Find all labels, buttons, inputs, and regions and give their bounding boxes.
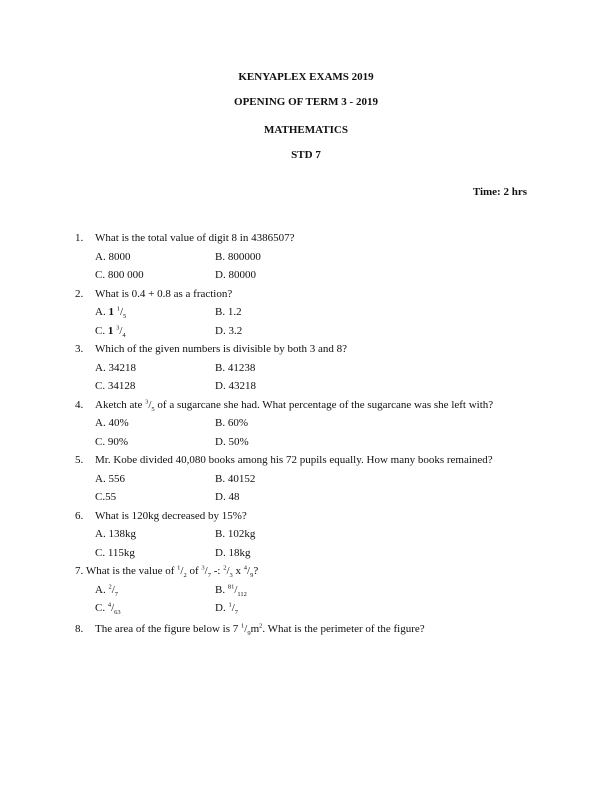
answer-option — [215, 361, 255, 375]
text-segment: B. 41238 — [215, 361, 256, 374]
answer-option — [215, 527, 255, 541]
fraction-denominator: 5 — [123, 313, 127, 321]
fraction-whole: 1 — [108, 306, 117, 318]
text-segment: A. 34218 — [95, 361, 136, 374]
question-number: 8. — [75, 622, 84, 635]
question-8 — [0, 622, 612, 636]
text-segment: C. 90% — [95, 435, 128, 448]
fraction — [108, 305, 127, 321]
answer-option — [215, 305, 242, 319]
fraction-slash: / — [234, 583, 238, 596]
fraction-slash: / — [180, 565, 184, 577]
question-1 — [0, 231, 612, 245]
text-segment: A. — [95, 306, 109, 318]
option-row — [0, 305, 612, 319]
question-number: 2. — [75, 287, 84, 300]
answer-option — [95, 435, 128, 449]
question-text — [75, 564, 258, 578]
answer-option — [95, 546, 135, 560]
question-number: 6. — [75, 509, 84, 522]
fraction-numerator: 1 — [177, 564, 181, 572]
answer-option — [215, 546, 250, 560]
text-segment: What is 0.4 + 0.8 as a fraction? — [95, 287, 233, 300]
option-row — [0, 601, 612, 615]
fraction-slash: / — [111, 583, 115, 596]
text-segment: C. 115kg — [95, 546, 135, 559]
option-row — [0, 250, 612, 264]
fraction-slash: / — [119, 324, 123, 337]
fraction — [228, 584, 247, 596]
answer-option — [215, 379, 256, 393]
answer-option — [95, 490, 116, 504]
question-3 — [0, 342, 612, 356]
text-segment: of — [186, 565, 202, 577]
fraction-slash: / — [119, 306, 124, 318]
text-segment: B. 102kg — [215, 528, 256, 540]
answer-option — [95, 472, 125, 486]
exam-grade: STD 7 — [291, 149, 321, 161]
fraction-denominator: 7 — [234, 609, 239, 617]
fraction-slash: / — [247, 565, 251, 577]
question-text — [95, 287, 232, 301]
answer-option — [215, 250, 261, 264]
question-7 — [0, 564, 612, 578]
fraction-denominator: 5 — [151, 405, 155, 413]
answer-option — [95, 583, 118, 597]
answer-option — [95, 361, 136, 375]
option-row — [0, 324, 612, 338]
text-segment: A. 138kg — [95, 528, 136, 540]
text-segment: B. 1.2 — [215, 306, 242, 318]
answer-option — [95, 379, 135, 393]
text-segment: A. 40% — [95, 417, 129, 429]
text-segment: A. 556 — [95, 472, 125, 485]
question-number: 3. — [75, 343, 84, 355]
fraction-numerator: 1 — [241, 621, 245, 629]
text-segment: Mr. Kobe divided 40,080 books among his 72 pupils equally. How many books remained? — [95, 454, 493, 466]
question-number: 7. — [75, 565, 84, 577]
fraction-numerator: 3 — [201, 564, 205, 572]
text-segment: D. 3.2 — [215, 324, 243, 337]
question-number: 1. — [75, 232, 84, 244]
fraction-denominator: 4 — [122, 331, 126, 339]
fraction — [107, 601, 121, 617]
text-segment: A. 8000 — [95, 250, 131, 263]
text-segment: ? — [253, 565, 259, 577]
fraction-denominator: 112 — [237, 590, 247, 598]
fraction-numerator: 3 — [145, 397, 149, 405]
question-text — [95, 398, 493, 412]
fraction-denominator: 7 — [114, 590, 119, 598]
fraction-slash: / — [231, 602, 235, 614]
text-segment: D. 43218 — [215, 380, 256, 392]
answer-option — [215, 324, 242, 338]
answer-option — [95, 527, 136, 541]
text-segment: . What is the perimeter of the figure? — [262, 622, 425, 635]
fraction-denominator: 3 — [229, 572, 233, 580]
text-segment: D. 18kg — [215, 546, 251, 559]
answer-option — [95, 324, 126, 338]
question-text — [95, 342, 347, 356]
answer-option — [215, 583, 247, 597]
text-segment: What is the total value of digit 8 in 4386507? — [95, 232, 295, 244]
option-row — [0, 379, 612, 393]
question-number: 4. — [75, 398, 84, 411]
text-segment: C. — [95, 324, 108, 337]
text-segment: C.55 — [95, 491, 117, 503]
question-text — [95, 622, 425, 636]
fraction — [145, 399, 155, 411]
fraction-numerator: 3 — [116, 323, 120, 331]
answer-option — [215, 472, 255, 486]
fraction — [201, 564, 211, 580]
fraction-numerator: 2 — [108, 582, 112, 590]
text-segment: B. — [215, 583, 228, 596]
fraction-numerator: 1 — [228, 601, 232, 609]
option-row — [0, 546, 612, 560]
question-5 — [0, 453, 612, 467]
option-row — [0, 361, 612, 375]
question-text — [95, 231, 295, 245]
question-number: 5. — [75, 454, 84, 466]
option-row — [0, 416, 612, 430]
option-row — [0, 583, 612, 597]
fraction — [243, 564, 254, 580]
answer-option — [215, 435, 249, 449]
fraction-denominator: 9 — [247, 629, 251, 637]
fraction-slash: / — [148, 398, 152, 411]
text-segment: What is the value of — [85, 565, 178, 577]
text-segment: B. 60% — [215, 417, 248, 429]
fraction-denominator: 9 — [250, 572, 254, 580]
fraction-numerator: 4 — [243, 564, 247, 572]
answer-option — [95, 601, 121, 615]
fraction — [241, 623, 251, 635]
answer-option — [95, 416, 129, 430]
question-2 — [0, 287, 612, 301]
question-text — [95, 509, 247, 523]
text-segment: m — [250, 622, 260, 635]
text-segment: -: — [210, 565, 224, 577]
answer-option — [95, 268, 144, 282]
text-segment: of a sugarcane she had. What percentage of the sugarcane was she left with? — [154, 398, 494, 411]
text-segment: Which of the given numbers is divisible by both 3 and 8? — [95, 343, 348, 355]
text-segment: D. 80000 — [215, 269, 256, 281]
fraction-whole: 1 — [107, 324, 117, 337]
fraction-slash: / — [111, 602, 115, 614]
answer-option — [95, 250, 130, 264]
answer-option — [215, 490, 239, 504]
text-segment: D. 50% — [215, 435, 249, 448]
answer-option — [95, 305, 126, 319]
option-row — [0, 472, 612, 486]
fraction-numerator: 81 — [227, 582, 235, 590]
option-row — [0, 490, 612, 504]
text-segment: D. — [215, 602, 229, 614]
superscript: 2 — [259, 621, 263, 629]
exam-time: Time: 2 hrs — [472, 186, 527, 198]
fraction — [108, 584, 118, 596]
fraction-denominator: 7 — [207, 572, 211, 580]
text-segment: D. 48 — [215, 491, 240, 503]
question-6 — [0, 509, 612, 523]
fraction — [223, 564, 233, 580]
fraction — [108, 325, 126, 337]
fraction-slash: / — [204, 565, 208, 577]
text-segment: A. — [95, 583, 109, 596]
exam-subtitle: OPENING OF TERM 3 - 2019 — [234, 96, 378, 108]
text-segment: Aketch ate — [95, 398, 146, 411]
fraction — [177, 564, 187, 580]
fraction-numerator: 1 — [116, 305, 120, 313]
fraction — [228, 601, 239, 617]
text-segment: B. 800000 — [215, 250, 261, 263]
option-row — [0, 435, 612, 449]
text-segment: The area of the figure below is 7 — [95, 622, 241, 635]
exam-title: KENYAPLEX EXAMS 2019 — [238, 71, 374, 83]
text-segment: B. 40152 — [215, 472, 256, 485]
text-segment: C. 800 000 — [95, 269, 144, 281]
fraction-numerator: 4 — [107, 601, 112, 609]
fraction-denominator: 63 — [114, 609, 121, 617]
fraction-slash: / — [226, 565, 230, 577]
fraction-slash: / — [244, 622, 248, 635]
fraction-numerator: 2 — [223, 564, 227, 572]
fraction-denominator: 2 — [183, 572, 187, 580]
text-segment: C. 34128 — [95, 380, 136, 392]
option-row — [0, 527, 612, 541]
option-row — [0, 268, 612, 282]
answer-option — [215, 268, 256, 282]
question-4 — [0, 398, 612, 412]
text-segment: What is 120kg decreased by 15%? — [95, 509, 247, 522]
question-text — [95, 453, 493, 467]
text-segment: x — [232, 565, 244, 577]
answer-option — [215, 601, 238, 615]
answer-option — [215, 416, 248, 430]
text-segment: C. — [95, 602, 108, 614]
exam-subject: MATHEMATICS — [264, 124, 348, 136]
